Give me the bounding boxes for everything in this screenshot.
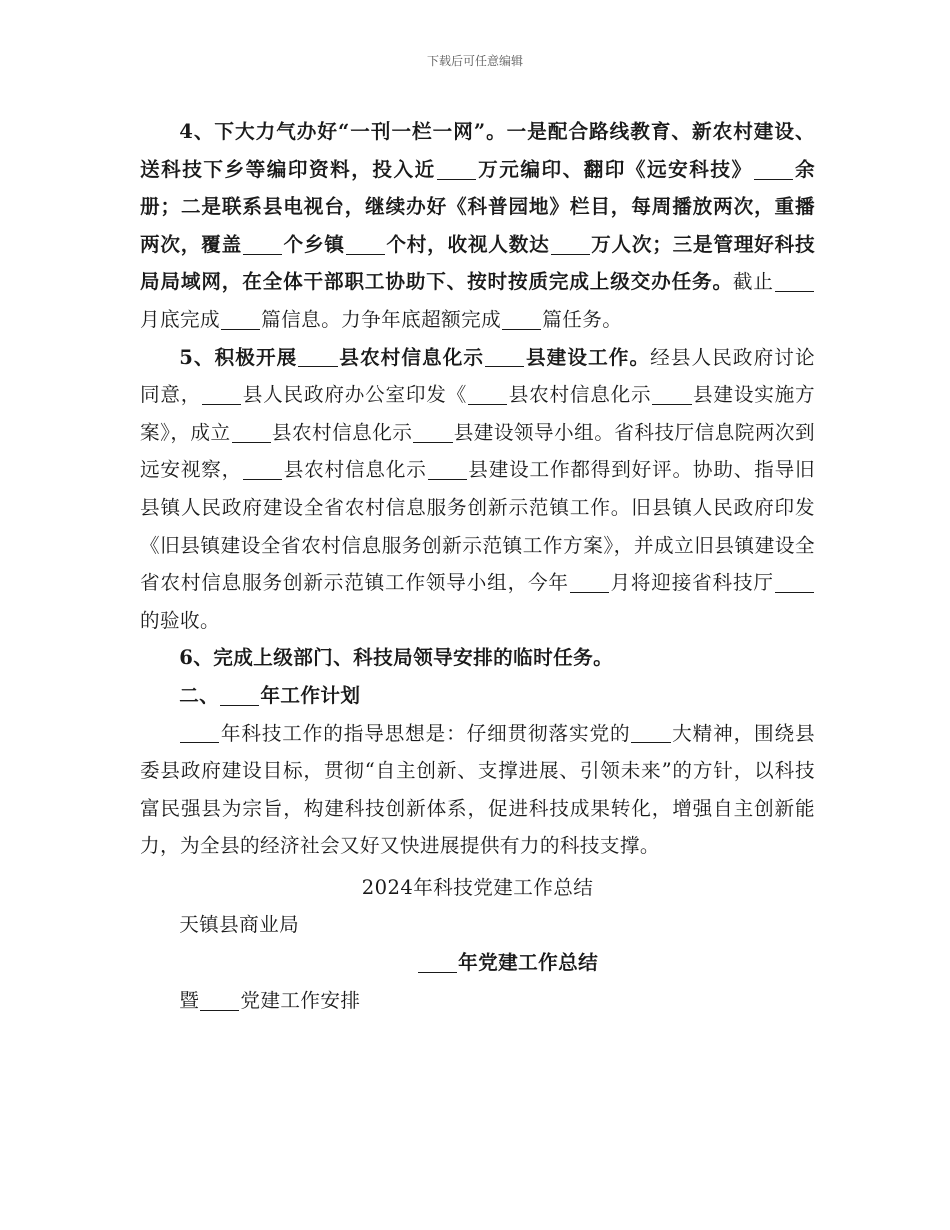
blank [418,952,457,973]
blank [775,572,814,593]
paragraph-5: 5、积极开展 县农村信息化示 县建设工作。经县人民政府讨论同意， 县人民政府办公室印发《 县农村信息化示 县建设实施方案》，成立 县农村信息化示 县建设领导小组。省科技厅信息院两次到远安视察， 县农村信息化示 县建设工作都得到好评。协助、指导旧县镇人民政府建设全省农村信息服务创新示范镇工作。旧县镇人民政府印发《旧县镇建设全省农村信息服务创新示范镇工作方案》，并成立旧县镇建设全省农村信息服务创新示范镇工作领导小组，今年 月将迎接省科技厅的验收。 [140,345,816,632]
subtitle-line-2: 暨 党建工作安排 [179,988,361,1012]
paragraph-4: 4、下大力气办好“一刊一栏一网”。一是配合路线教育、新农村建设、送科技下乡等编印资料，投入近 万元编印、翻印《远安科技》 余册；二是联系县电视台，继续办好《科普园地》栏目，每周播放两次，重播两次，覆盖 个乡镇 个村，收视人数达 万人次；三是管理好科技局局域网，在全体干部职工协助下、按时按质完成上级交办任务。截止月底完成 篇信息。力争年底超额完成 篇任务。 [140,120,816,331]
blank [437,159,476,180]
document-body [140,113,815,1019]
blank [570,572,609,593]
blank [428,460,467,481]
subtitle: 年党建工作总结 [140,944,815,982]
blank [346,234,385,255]
blank [502,309,541,330]
blank [754,159,793,180]
blank [180,723,219,744]
blank [200,990,239,1011]
blank [202,384,241,405]
blank [775,272,814,293]
paragraph-guiding-thought: 年科技工作的指导思想是：仔细贯彻落实党的 大精神，围绕县委县政府建设目标，贯彻“自主创新、支撑进展、引领未来”的方针，以科技富民强县为宗旨，构建科技创新体系，促进科技成果转化，增强自主创新能力，为全县的经济社会又好又快进展提供有力的科技支撑。 [140,721,815,858]
document-title: 2024年科技党建工作总结 [361,875,594,899]
blank [631,723,670,744]
blank [413,422,452,443]
paragraph-6: 6、完成上级部门、科技局领导安排的临时任务。 [179,646,614,670]
blank [485,347,524,368]
blank [221,309,260,330]
organization-name: 天镇县商业局 [179,913,300,937]
blank [243,460,282,481]
blank [468,384,507,405]
section-heading-plan: 二、 年工作计划 [179,683,361,707]
blank [243,234,282,255]
page-header: 下载后可任意编辑 [426,54,523,68]
blank [551,234,590,255]
blank [220,685,259,706]
blank [232,422,271,443]
blank [298,347,337,368]
blank [652,384,691,405]
